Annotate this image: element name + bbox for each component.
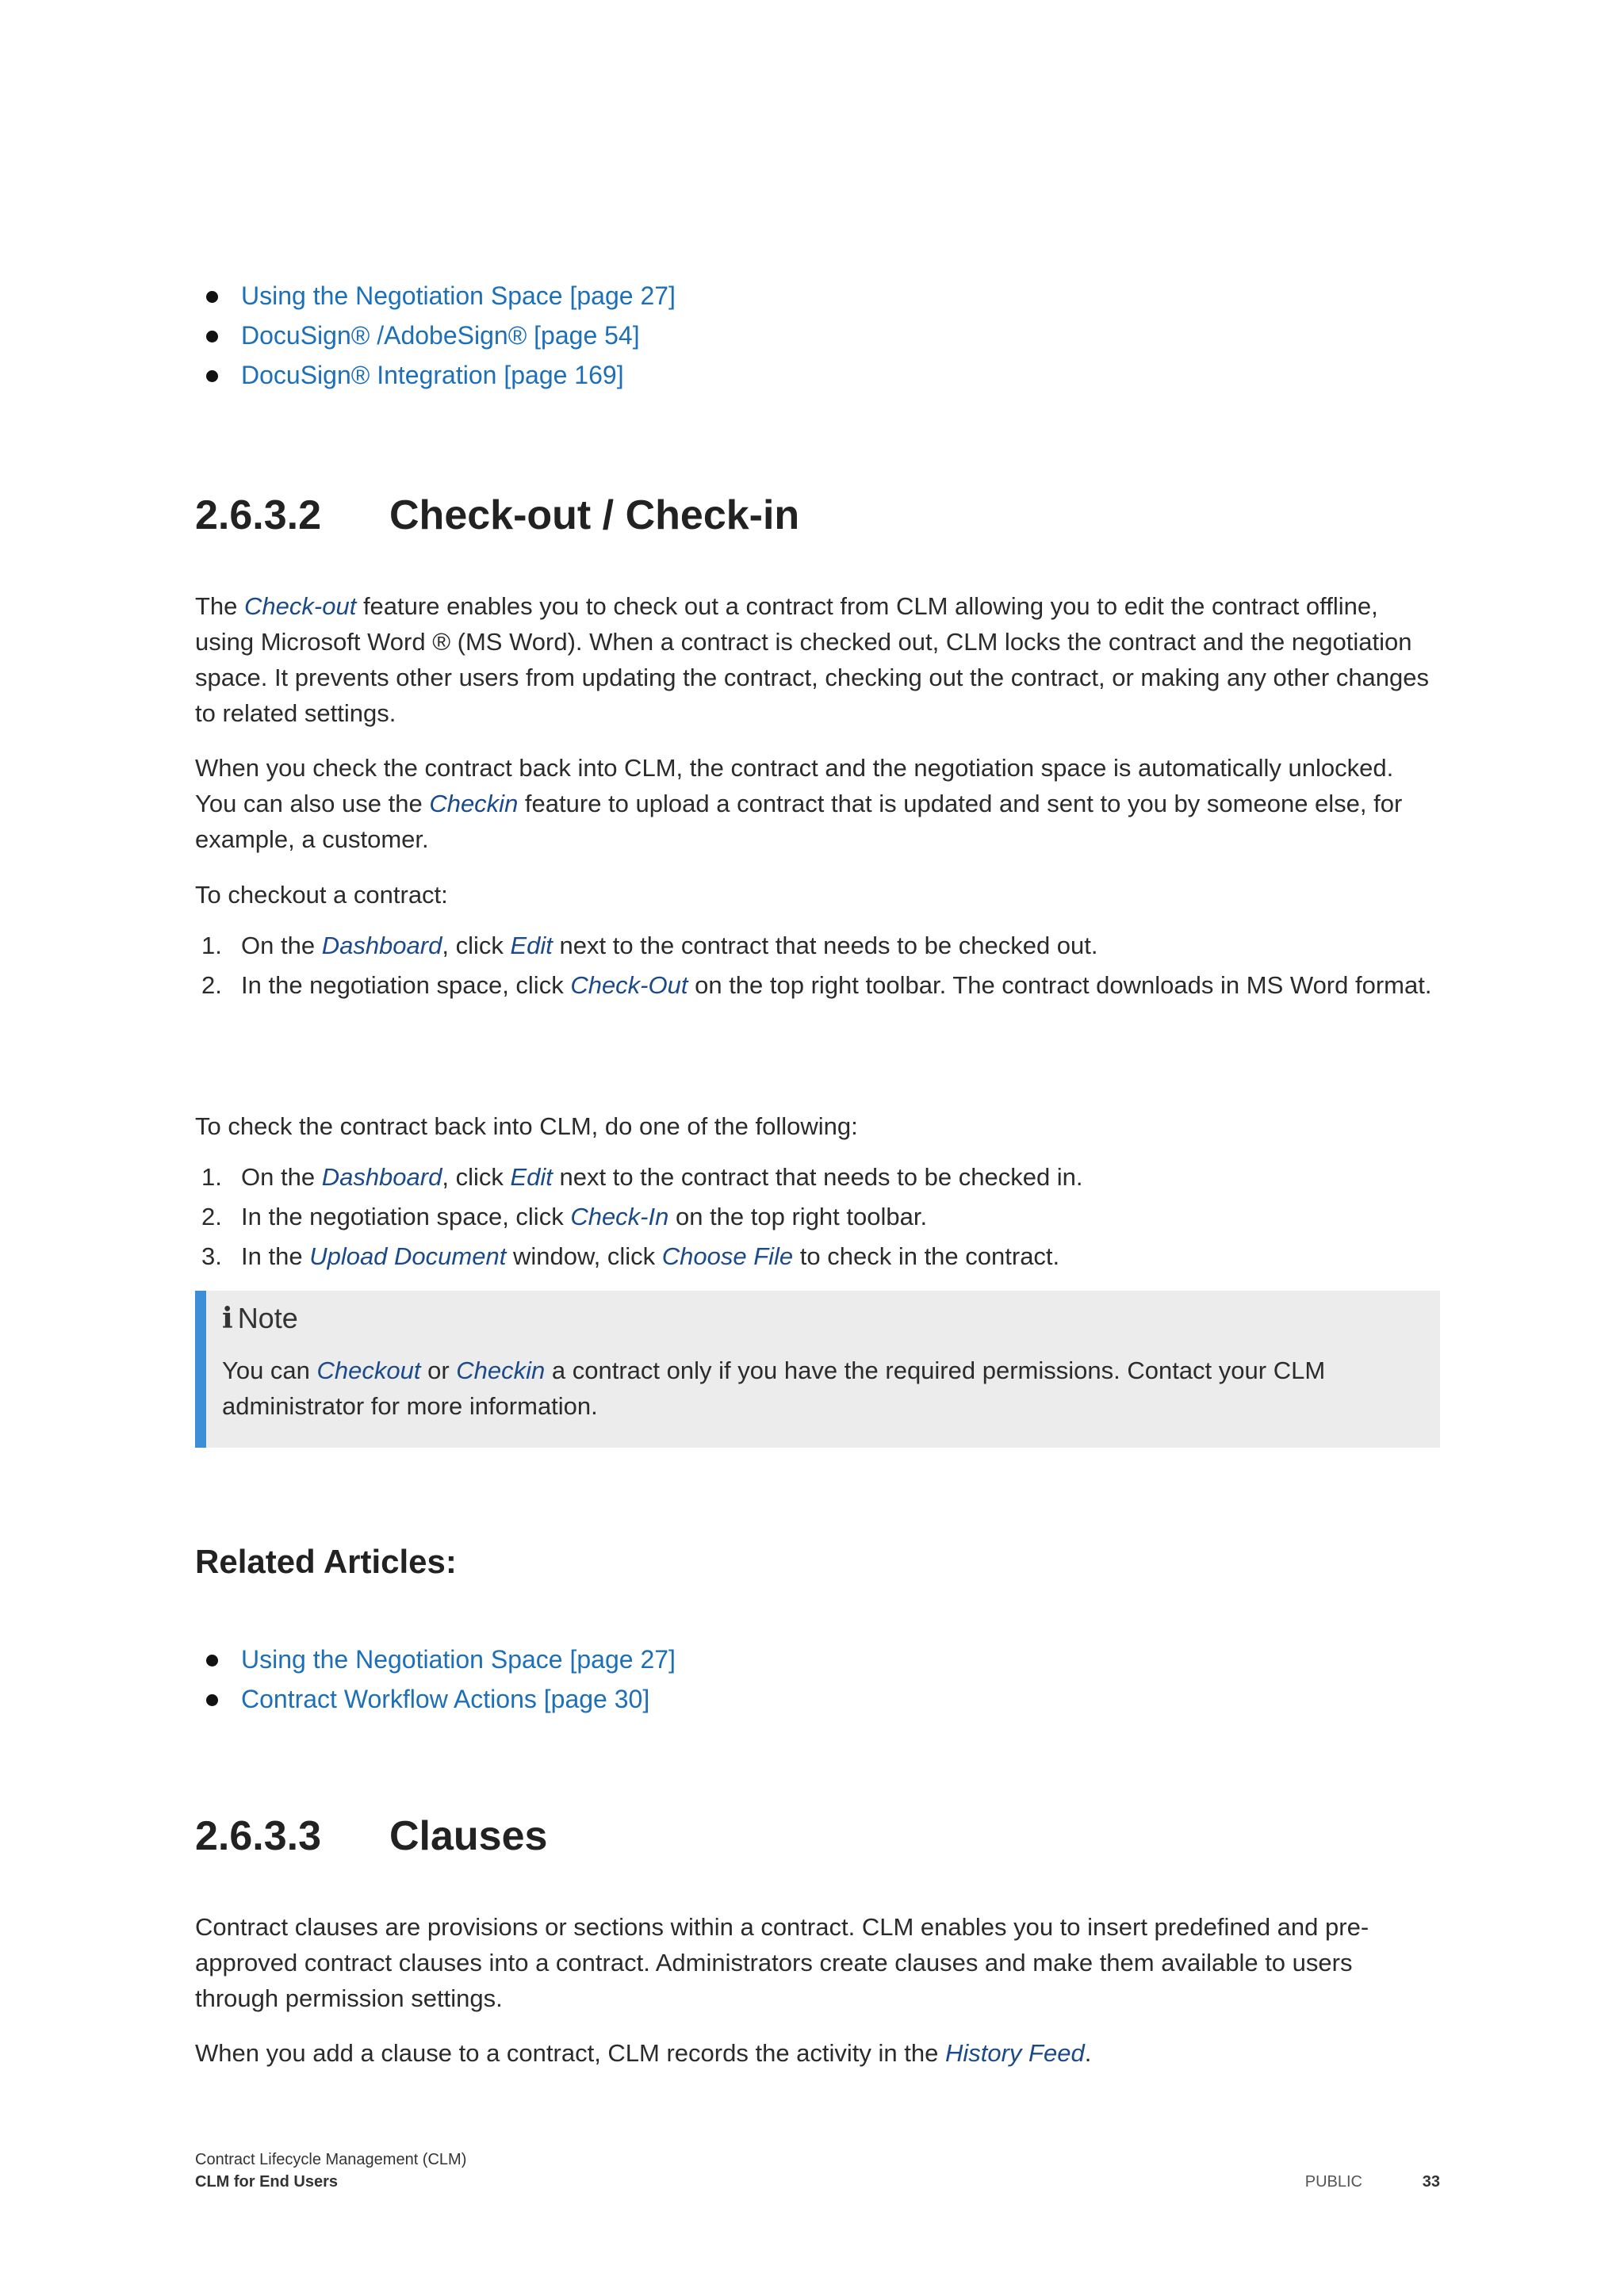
paragraph-checkin-intro	[195, 750, 1440, 857]
bullet-icon	[206, 291, 218, 303]
term-dashboard: Dashboard	[321, 1163, 442, 1191]
paragraph-checkout-intro	[195, 588, 1440, 731]
text-run: When you add a clause to a contract, CLM records the activity in the	[195, 2039, 945, 2067]
text-run: , click	[442, 932, 511, 959]
text-run: window, click	[506, 1242, 662, 1270]
section-title: Clauses	[389, 1813, 548, 1859]
text-run: feature to upload a contract that is updated and sent to you by someone else, for example, a customer.	[195, 790, 1403, 853]
text-run: next to the contract that needs to be checked in.	[552, 1163, 1083, 1191]
text-run: or	[420, 1357, 457, 1384]
link-docusign-integration[interactable]: DocuSign® Integration [page 169]	[241, 361, 624, 389]
list-item	[195, 1679, 1440, 1719]
term-check-out-button: Check-Out	[570, 971, 688, 999]
text-run: In the	[241, 1242, 310, 1270]
list-item	[195, 316, 1440, 355]
link-negotiation-space[interactable]: Using the Negotiation Space [page 27]	[241, 1645, 676, 1674]
step-number: 1.	[201, 1163, 222, 1191]
step-number: 3.	[201, 1242, 222, 1270]
note-title	[222, 1299, 298, 1338]
related-articles-heading: Related Articles:	[195, 1543, 457, 1580]
text-run: In the negotiation space, click	[241, 971, 571, 999]
text-run: on the top right toolbar.	[668, 1203, 928, 1230]
list-item	[195, 1159, 1440, 1195]
text-run: You can	[222, 1357, 317, 1384]
footer-doc-title: Contract Lifecycle Management (CLM)	[195, 2151, 467, 2168]
list-item	[195, 1199, 1440, 1234]
checkin-steps-list	[195, 1159, 1440, 1274]
footer-page-number: 33	[1422, 2173, 1440, 2191]
term-edit: Edit	[510, 1163, 553, 1191]
text-run: The	[195, 592, 245, 620]
term-checkout: Checkout	[316, 1357, 421, 1384]
note-label: Note	[237, 1302, 298, 1334]
text-run: When you check the contract back into CLM, the contract and the negotiation space is automatically unlocked. You can also use the	[195, 754, 1394, 817]
text-run: a contract only if you have the required permissions. Contact your CLM administrator for more information.	[222, 1357, 1326, 1420]
text-run: , click	[442, 1163, 511, 1191]
step-number: 2.	[201, 1203, 222, 1230]
link-docusign-adobesign[interactable]: DocuSign® /AdobeSign® [page 54]	[241, 321, 640, 350]
list-item	[195, 355, 1440, 395]
step-number: 2.	[201, 971, 222, 999]
term-upload-document: Upload Document	[309, 1242, 507, 1270]
checkout-steps-list	[195, 928, 1440, 1003]
section-heading-clauses	[195, 1812, 1440, 1860]
text-run: next to the contract that needs to be checked out.	[552, 932, 1098, 959]
text-run: On the	[241, 1163, 322, 1191]
bullet-icon	[206, 1655, 218, 1667]
term-history-feed: History Feed	[944, 2039, 1085, 2067]
term-check-in-button: Check-In	[570, 1203, 669, 1230]
section-heading-check-out-in	[195, 492, 1440, 539]
section-title: Check-out / Check-in	[389, 492, 800, 538]
term-edit: Edit	[510, 932, 553, 959]
section-number: 2.6.3.3	[195, 1813, 322, 1859]
text-run: In the negotiation space, click	[241, 1203, 571, 1230]
link-negotiation-space[interactable]: Using the Negotiation Space [page 27]	[241, 281, 676, 310]
list-item	[195, 967, 1440, 1003]
term-checkin: Checkin	[456, 1357, 546, 1384]
note-text	[222, 1353, 1408, 1424]
paragraph-history-feed	[195, 2035, 1440, 2071]
bullet-icon	[206, 331, 218, 342]
checkin-steps-intro: To check the contract back into CLM, do one of the following:	[195, 1112, 858, 1140]
text-run: On the	[241, 932, 322, 959]
footer-classification: PUBLIC	[1304, 2173, 1362, 2191]
paragraph-clauses-intro: Contract clauses are provisions or sections within a contract. CLM enables you to insert predefined and pre-approved contract clauses into a contract. Administrators create clauses and make them available to users through permission settings.	[195, 1913, 1369, 2012]
text-run: .	[1084, 2039, 1092, 2067]
checkout-steps-intro: To checkout a contract:	[195, 881, 448, 909]
section-number: 2.6.3.2	[195, 492, 322, 538]
list-item	[195, 928, 1440, 963]
related-link-list	[195, 1640, 1440, 1719]
note-box	[195, 1291, 1440, 1448]
list-item	[195, 1238, 1440, 1274]
page-footer	[195, 2149, 1440, 2193]
text-run: on the top right toolbar. The contract downloads in MS Word format.	[688, 971, 1432, 999]
footer-doc-subtitle: CLM for End Users	[195, 2173, 339, 2191]
info-icon: i	[222, 1302, 233, 1335]
term-dashboard: Dashboard	[321, 932, 442, 959]
term-choose-file: Choose File	[661, 1242, 794, 1270]
top-link-list	[195, 276, 1440, 395]
list-item	[195, 1640, 1440, 1679]
list-item	[195, 276, 1440, 316]
term-checkin: Checkin	[429, 790, 519, 817]
text-run: feature enables you to check out a contract from CLM allowing you to edit the contract offline, using Microsoft Word ® (MS Word). When a contract is checked out, CLM locks the contract and the negotiation space. It prevents other users from updating the contract, checking out the contract, or making any other changes to related settings.	[195, 592, 1430, 727]
link-contract-workflow-actions[interactable]: Contract Workflow Actions [page 30]	[241, 1685, 650, 1713]
text-run: to check in the contract.	[793, 1242, 1060, 1270]
term-check-out: Check-out	[244, 592, 357, 620]
bullet-icon	[206, 370, 218, 382]
bullet-icon	[206, 1694, 218, 1706]
step-number: 1.	[201, 932, 222, 959]
